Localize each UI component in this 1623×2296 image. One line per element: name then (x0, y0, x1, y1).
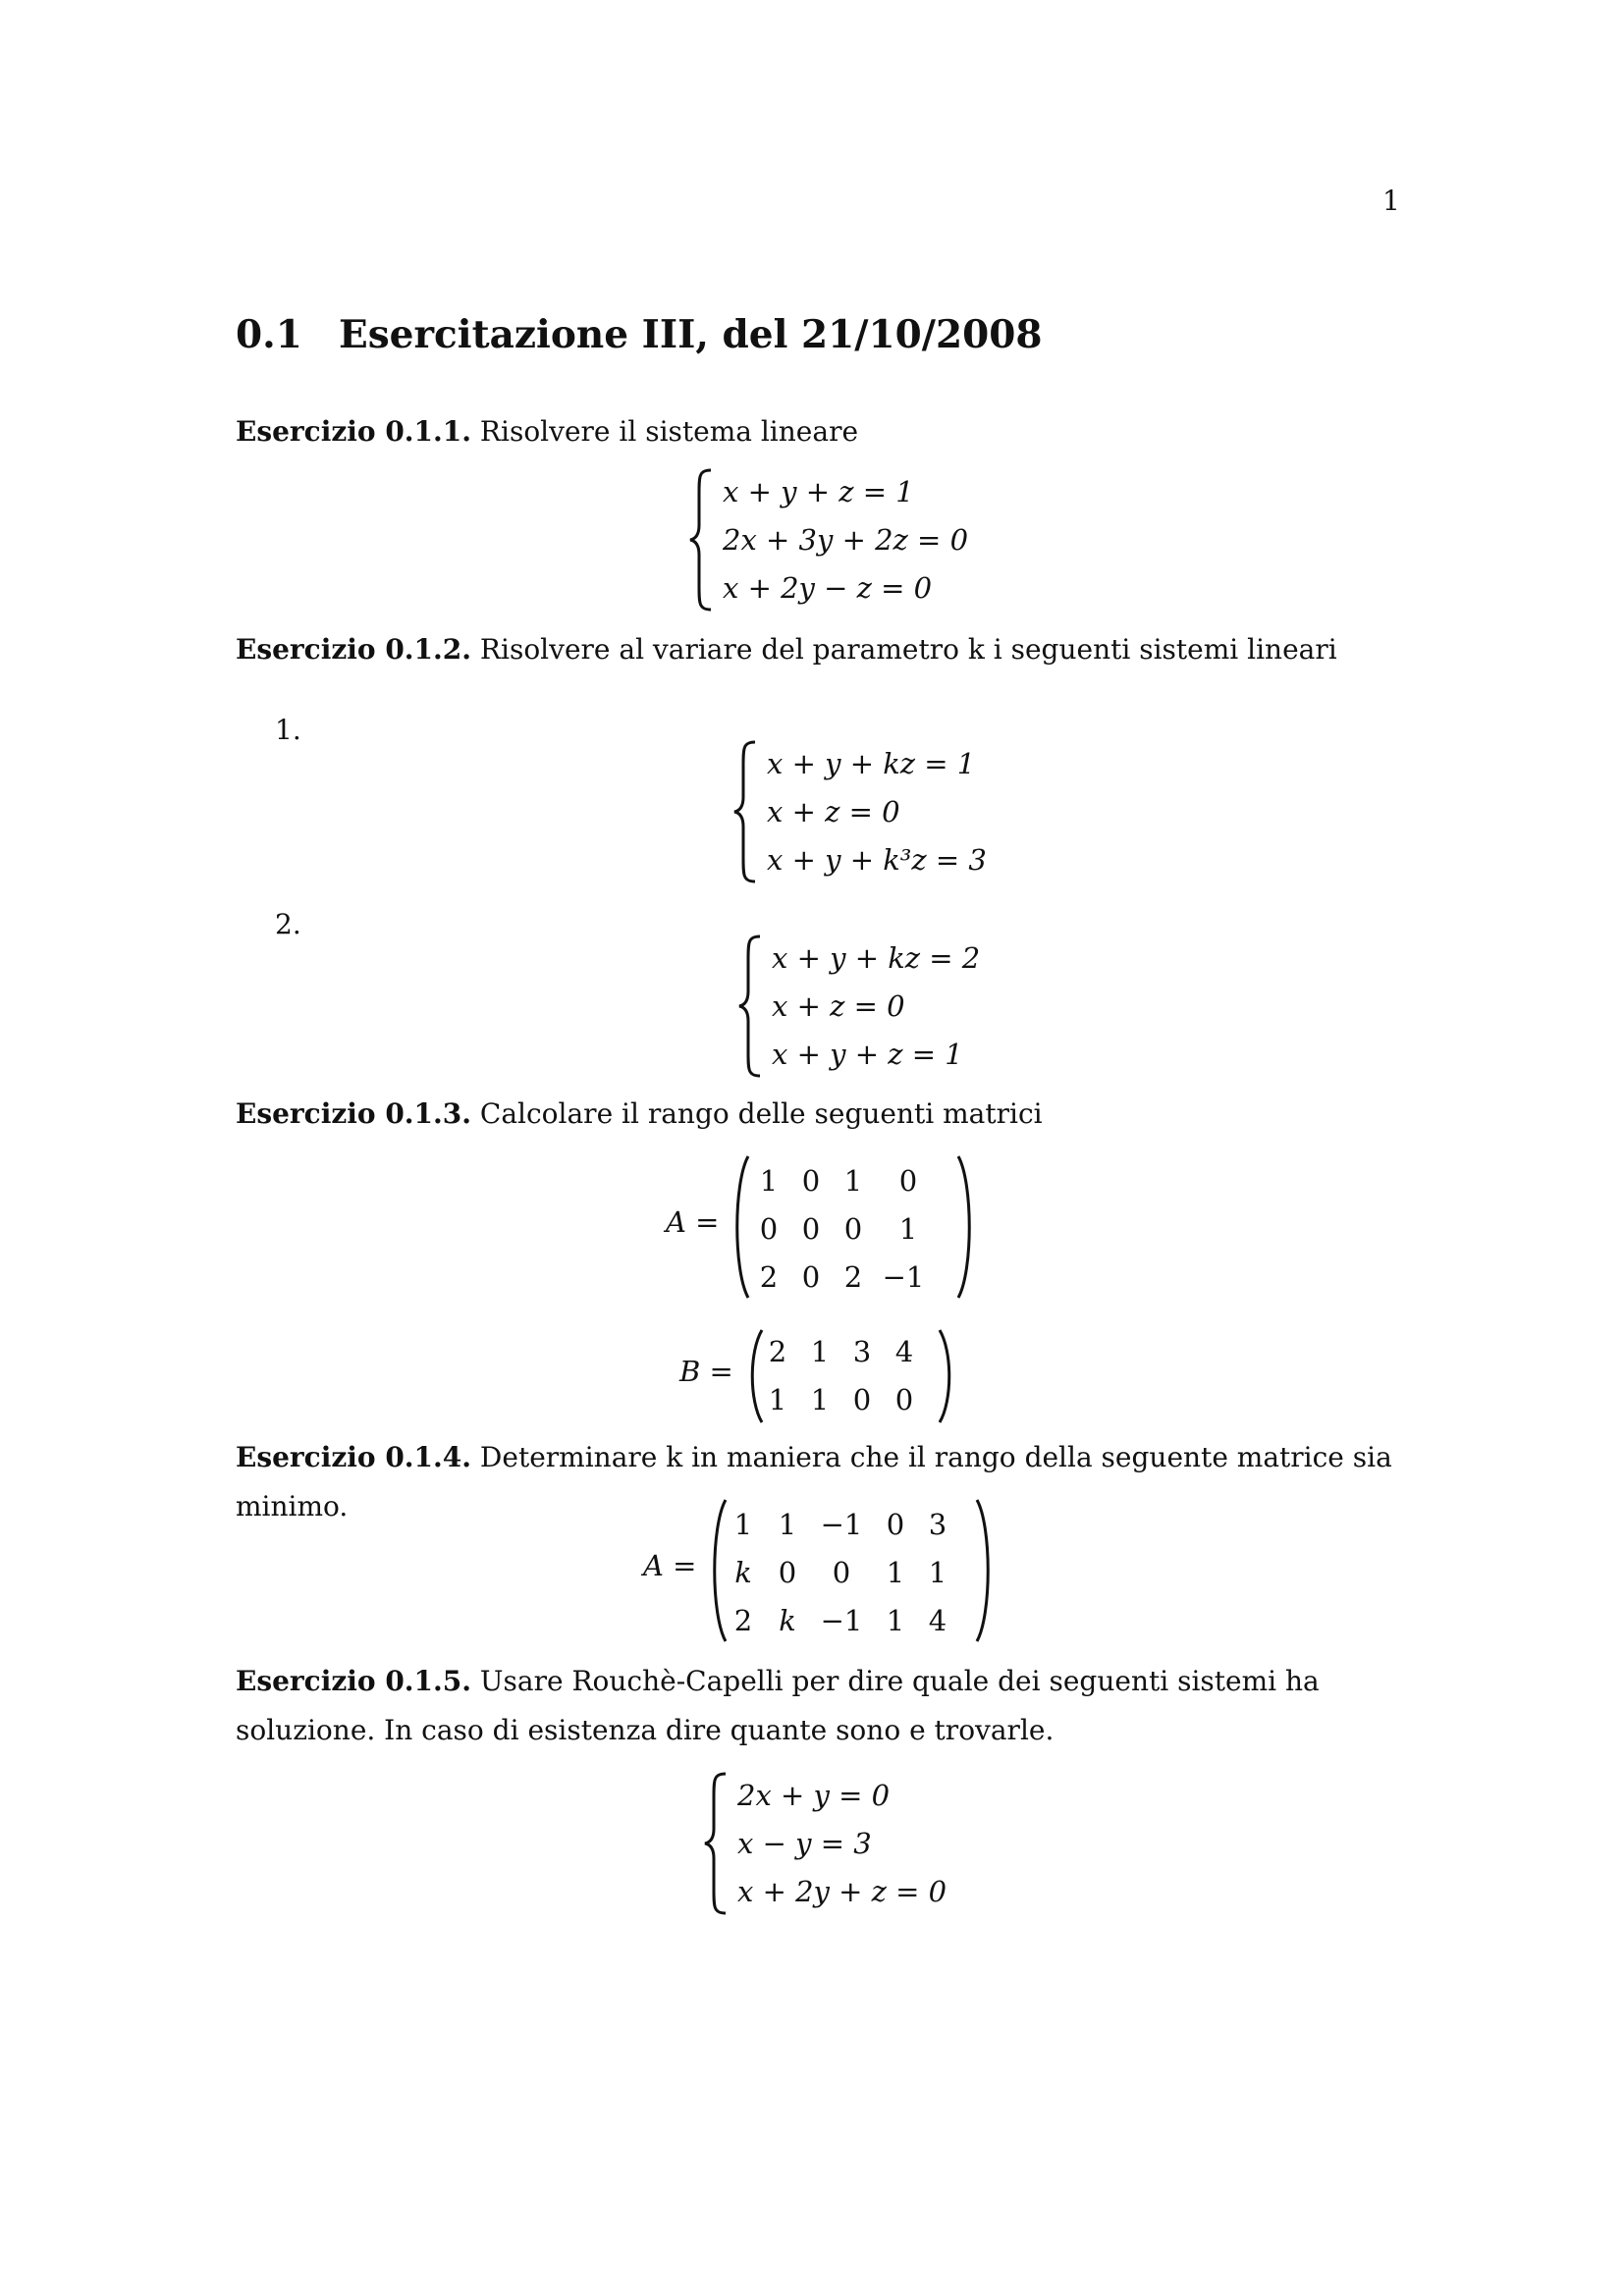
matrix-cell: 3 (928, 1508, 947, 1541)
linear-system-2b (736, 933, 1031, 1080)
linear-system-1 (687, 466, 982, 614)
matrix-cell: −1 (820, 1604, 863, 1637)
equation: 2x + y = 0 (737, 1779, 891, 1812)
equation: x + 2y − z = 0 (723, 571, 933, 605)
linear-system-5 (702, 1770, 997, 1917)
matrix-a-rank (731, 1153, 977, 1301)
matrix-b (746, 1327, 957, 1425)
matrix-cell: 1 (886, 1556, 905, 1589)
matrix-cell: 2 (759, 1260, 779, 1294)
linear-system-2a (731, 738, 1026, 885)
matrix-a-min (709, 1497, 994, 1644)
left-brace-icon (736, 933, 766, 1080)
matrix-cell: 1 (843, 1164, 863, 1198)
section-title: Esercitazione III, del 21/10/2008 (339, 312, 1043, 357)
right-paren-icon (974, 1497, 994, 1644)
exercise-label: Esercizio 0.1.5. (236, 1665, 472, 1697)
equation: x + y + kz = 1 (767, 747, 976, 780)
right-paren-icon (955, 1153, 975, 1301)
matrix-cell: 1 (778, 1508, 797, 1541)
matrix-cell: k (779, 1604, 796, 1637)
equation: x + z = 0 (772, 989, 905, 1023)
equation: x + y + z = 1 (723, 475, 914, 508)
matrix-cell: 1 (810, 1383, 830, 1416)
exercise-text: Risolvere il sistema lineare (479, 415, 859, 448)
matrix-cell: 0 (801, 1212, 821, 1246)
exercise-text: Calcolare il rango delle seguenti matrici (479, 1097, 1043, 1130)
matrix-name (679, 1355, 733, 1388)
matrix-cell: −1 (820, 1508, 863, 1541)
matrix-cell: 4 (928, 1604, 947, 1637)
matrix-cell: 0 (759, 1212, 779, 1246)
matrix-cell: 1 (733, 1508, 753, 1541)
equation: x + y + k³z = 3 (767, 843, 987, 877)
exercise-1 (236, 407, 1414, 456)
matrix-cell: 0 (898, 1164, 918, 1198)
item-number: 2. (275, 908, 301, 940)
section-number: 0.1 (236, 312, 302, 357)
matrix-cell: 2 (768, 1335, 787, 1368)
exercise-label: Esercizio 0.1.3. (236, 1097, 472, 1130)
matrix-cell: 1 (759, 1164, 779, 1198)
exercise-5 (236, 1657, 1404, 1755)
matrix-cell: 0 (832, 1556, 851, 1589)
section-heading (236, 312, 1043, 357)
exercise-3 (236, 1090, 1414, 1139)
exercise-text: Risolvere al variare del parametro k i seguenti sistemi lineari (479, 633, 1337, 666)
equation: x + y + z = 1 (772, 1038, 963, 1071)
equation: x + 2y + z = 0 (737, 1875, 947, 1908)
matrix-cell: 4 (894, 1335, 914, 1368)
matrix-cell: 0 (801, 1164, 821, 1198)
matrix-cell: 0 (886, 1508, 905, 1541)
matrix-cell: 0 (852, 1383, 872, 1416)
matrix-cell: 1 (898, 1212, 918, 1246)
exercise-label: Esercizio 0.1.1. (236, 415, 472, 448)
matrix-cell: 0 (894, 1383, 914, 1416)
equation: x + z = 0 (767, 795, 900, 828)
matrix-cell: −1 (882, 1260, 925, 1294)
matrix-cell: 2 (843, 1260, 863, 1294)
equation: x + y + kz = 2 (772, 941, 981, 975)
item-number: 1. (275, 714, 301, 746)
matrix-cell: 1 (886, 1604, 905, 1637)
equation: 2x + 3y + 2z = 0 (723, 523, 969, 557)
matrix-name (643, 1549, 696, 1582)
exercise-2 (236, 625, 1414, 674)
exercise-label: Esercizio 0.1.4. (236, 1441, 472, 1473)
matrix-cell: 0 (778, 1556, 797, 1589)
exercise-label: Esercizio 0.1.2. (236, 633, 472, 666)
matrix-cell: 1 (928, 1556, 947, 1589)
left-brace-icon (731, 738, 761, 885)
exercise-text: Usare Rouchè-Capelli per dire quale dei seguenti sistemi ha soluzione. In caso di esistenza dire quante sono e trovarle. (236, 1665, 1320, 1746)
right-paren-icon (936, 1327, 955, 1425)
equation: x − y = 3 (737, 1827, 872, 1860)
matrix-label: A = (666, 1205, 720, 1239)
left-brace-icon (687, 466, 717, 614)
matrix-cell: 3 (852, 1335, 872, 1368)
matrix-label: B = (679, 1355, 733, 1388)
page-number: 1 (1382, 185, 1400, 217)
matrix-cell: 2 (733, 1604, 753, 1637)
exercise-text: Determinare k in maniera che il rango della seguente matrice sia minimo. (236, 1441, 1392, 1522)
matrix-cell: 1 (810, 1335, 830, 1368)
matrix-cell: k (734, 1556, 752, 1589)
matrix-cell: 1 (768, 1383, 787, 1416)
left-brace-icon (702, 1770, 731, 1917)
matrix-label: A = (643, 1549, 697, 1582)
matrix-name (666, 1205, 719, 1239)
matrix-cell: 0 (843, 1212, 863, 1246)
matrix-cell: 0 (801, 1260, 821, 1294)
